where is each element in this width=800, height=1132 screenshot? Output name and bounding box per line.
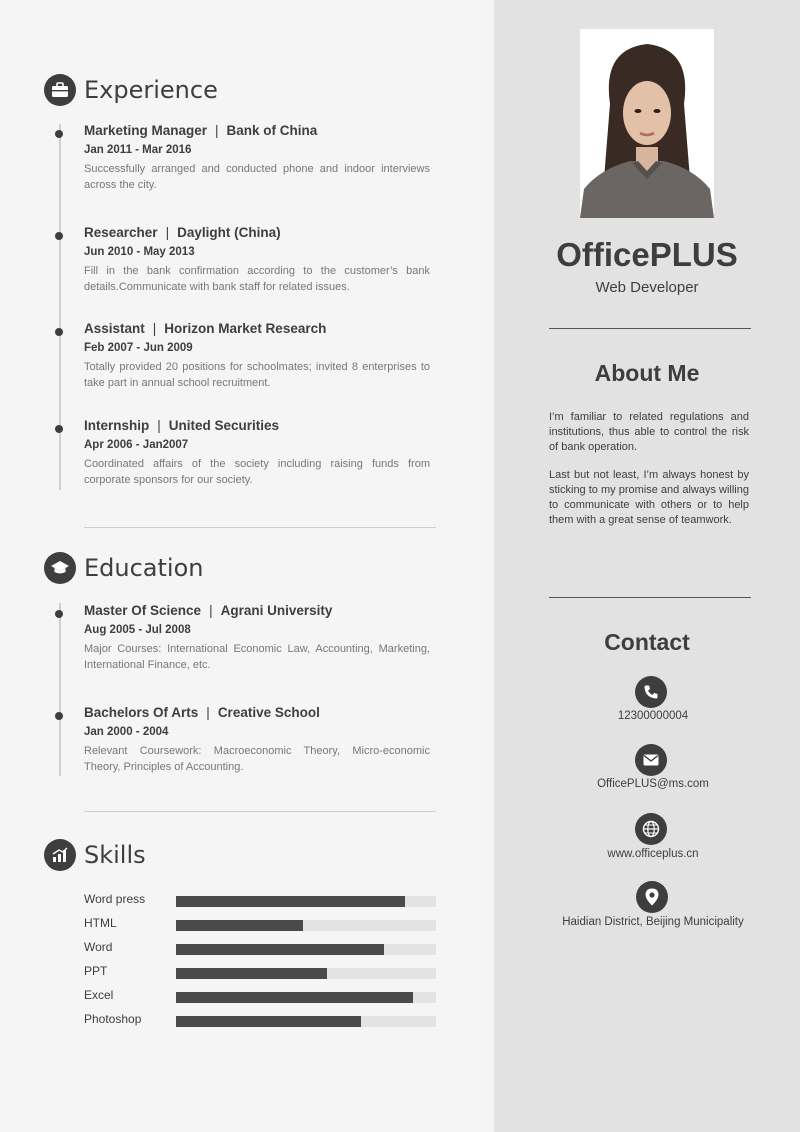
entry-description: Coordinated affairs of the society including raising funds from corporate sponsors for our society. — [84, 458, 430, 486]
skill-row — [84, 941, 436, 955]
about-paragraph: Last but not least, I’m always honest by sticking to my promise and always willing to communicate with others or to help them with a great sense of teamwork. — [549, 469, 749, 526]
phone-icon — [635, 676, 667, 708]
graduation-cap-icon — [44, 552, 76, 584]
skill-name: Excel — [84, 988, 114, 1002]
education-heading — [44, 552, 203, 584]
entry-org: Daylight (China) — [177, 225, 281, 240]
entry-date: Jan 2000 - 2004 — [84, 726, 169, 738]
timeline-dot — [55, 232, 63, 240]
entry-school: Agrani University — [220, 603, 333, 618]
skill-row — [84, 893, 436, 907]
entry-role: Assistant — [84, 321, 145, 336]
experience-entry: Assistant | Horizon Market Research Feb 2007 - Jun 2009 Totally provided 20 positions for schoolmates; invited 8 enterprises to take part in annual school recruitment. — [84, 321, 430, 391]
entry-description: Relevant Coursework: Macroeconomic Theory, Micro-economic Theory, Principles of Accounting. — [84, 745, 430, 773]
skill-bar-track — [176, 896, 436, 907]
contact-phone: 12300000004 — [617, 710, 689, 722]
entry-role: Researcher — [84, 225, 158, 240]
contact-address: Haidian District, Beijing Municipality — [562, 916, 744, 928]
entry-date: Feb 2007 - Jun 2009 — [84, 342, 193, 354]
entry-degree: Master Of Science — [84, 603, 202, 618]
about-title: About Me — [594, 360, 700, 386]
entry-date: Apr 2006 - Jan2007 — [84, 439, 189, 451]
briefcase-icon — [44, 74, 76, 106]
skill-bar-fill — [176, 1016, 361, 1027]
experience-timeline — [59, 124, 61, 490]
timeline-dot — [55, 130, 63, 138]
profile-name: OfficePLUS — [556, 236, 738, 273]
skill-bar-fill — [176, 992, 413, 1003]
skills-heading — [44, 839, 146, 871]
skill-bar-track — [176, 920, 436, 931]
skill-name: HTML — [84, 916, 117, 930]
entry-description: Successfully arranged and conducted phone and indoor interviews across the city. — [84, 163, 430, 191]
skill-name: Photoshop — [84, 1012, 142, 1026]
entry-degree: Bachelors Of Arts — [84, 705, 199, 720]
skill-row — [84, 989, 436, 1003]
entry-description: Totally provided 20 positions for schoolmates; invited 8 enterprises to take part in annual school recruitment. — [84, 361, 430, 389]
skill-bar-fill — [176, 968, 327, 979]
entry-org: United Securities — [168, 418, 280, 433]
entry-date: Jan 2011 - Mar 2016 — [84, 144, 192, 156]
experience-entry: Researcher | Daylight (China) Jun 2010 - May 2013 Fill in the bank confirmation according to the customer’s bank details.Communicate with bank staff for related issues. — [84, 225, 430, 295]
education-timeline — [59, 603, 61, 776]
entry-description: Fill in the bank confirmation according to the customer’s bank details.Communicate with bank staff for related issues. — [84, 265, 430, 293]
entry-date: Jun 2010 - May 2013 — [84, 246, 195, 258]
skill-bar-track — [176, 944, 436, 955]
experience-entry: Marketing Manager | Bank of China Jan 2011 - Mar 2016 Successfully arranged and conducted phone and indoor interviews across the city. — [84, 123, 430, 193]
entry-org: Bank of China — [226, 123, 318, 138]
skill-bar-fill — [176, 896, 405, 907]
contact-title: Contact — [604, 629, 690, 655]
bar-chart-icon — [44, 839, 76, 871]
skill-bar-track — [176, 992, 436, 1003]
right-divider — [549, 597, 751, 598]
skill-bar-fill — [176, 944, 384, 955]
entry-role: Internship — [84, 418, 150, 433]
about-paragraph: I’m familiar to related regulations and institutions, thus able to control the risk of bank operation. — [549, 411, 749, 453]
skills-title: Skills — [84, 841, 146, 869]
skill-bar-fill — [176, 920, 303, 931]
skill-name: PPT — [84, 964, 108, 978]
skill-row — [84, 965, 436, 979]
entry-date: Aug 2005 - Jul 2008 — [84, 624, 191, 636]
location-pin-icon — [636, 881, 668, 913]
entry-org: Horizon Market Research — [164, 321, 327, 336]
profile-role: Web Developer — [595, 279, 699, 296]
profile-photo — [580, 29, 714, 218]
entry-description: Major Courses: International Economic Law, Accounting, Marketing, International Finance, etc. — [84, 643, 430, 671]
skill-bar-track — [176, 1016, 436, 1027]
contact-website: www.officeplus.cn — [607, 848, 699, 860]
timeline-dot — [55, 610, 63, 618]
timeline-dot — [55, 328, 63, 336]
skill-row — [84, 1013, 436, 1027]
section-divider — [84, 527, 436, 528]
email-icon — [635, 744, 667, 776]
education-entry: Master Of Science | Agrani University Aug 2005 - Jul 2008 Major Courses: International Economic Law, Accounting, Marketing, International Finance, etc. — [84, 603, 430, 673]
timeline-dot — [55, 712, 63, 720]
contact-email: OfficePLUS@ms.com — [597, 778, 709, 790]
skill-row — [84, 917, 436, 931]
globe-icon — [635, 813, 667, 845]
section-divider — [84, 811, 436, 812]
experience-heading — [44, 74, 218, 106]
skill-bar-track — [176, 968, 436, 979]
experience-entry: Internship | United Securities Apr 2006 - Jan2007 Coordinated affairs of the society including raising funds from corporate sponsors for our society. — [84, 418, 430, 488]
skill-name: Word press — [84, 892, 146, 906]
education-entry: Bachelors Of Arts | Creative School Jan 2000 - 2004 Relevant Coursework: Macroeconomic Theory, Micro-economic Theory, Principles of Accounting. — [84, 705, 430, 775]
education-title: Education — [84, 554, 204, 582]
experience-title: Experience — [84, 76, 218, 104]
timeline-dot — [55, 425, 63, 433]
skill-name: Word — [84, 940, 113, 954]
entry-role: Marketing Manager — [84, 123, 208, 138]
right-divider — [549, 328, 751, 329]
entry-school: Creative School — [217, 705, 320, 720]
